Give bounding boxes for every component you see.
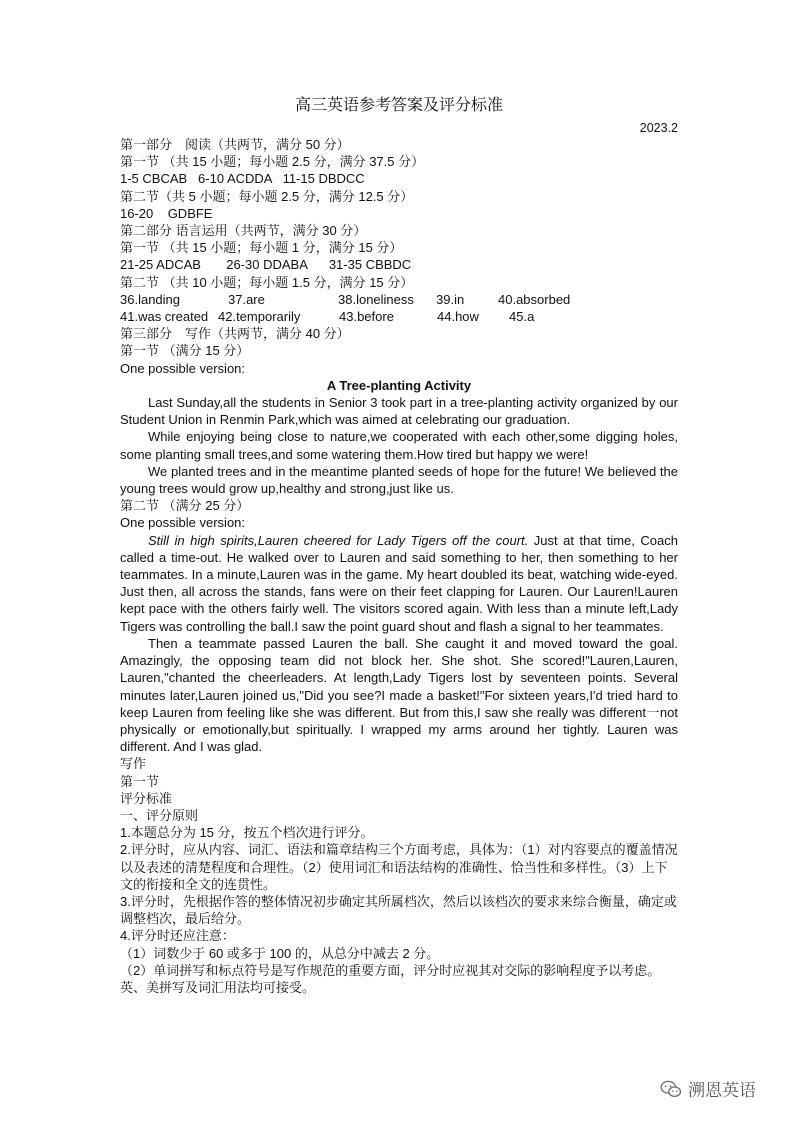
part1-sec2-heading: 第二节（共 5 小题；每小题 2.5 分，满分 12.5 分） [120,188,414,204]
rubric-note-2: （2）单词拼写和标点符号是写作规范的重要方面，评分时应视其对交际的影响程度予以考虑。英、美拼写及词汇用法均可接受。 [120,962,661,995]
essay2-paragraph-1 [120,532,678,635]
answer-44: 44.how [437,309,479,325]
rubric-principles-heading: 一、评分原则 [120,807,199,823]
document-date: 2023.2 [639,121,678,135]
part1-sec2-answers: 16-20 GDBFE [120,205,213,221]
part2-sec2-heading: 第二节 （共 10 小题；每小题 1.5 分，满分 15 分） [120,274,414,290]
answer-40: 40.absorbed [498,291,571,307]
rubric-section-1: 第一节 [120,773,160,789]
part3-sec2-heading: 第二节 （满分 25 分） [120,498,250,514]
essay1-title: A Tree-planting Activity [326,377,472,393]
part1-sec1-answers: 1-5 CBCAB 6-10 ACDDA 11-15 DBDCC [120,171,365,187]
essay1-paragraph-1: Last Sunday,all the students in Senior 3 took part in a tree-planting activity organized by our Student Union in Renmin Park,which was aimed at celebrating our graduation. [120,395,678,428]
rubric-item-2: 2.评分时，应从内容、词汇、语法和篇章结构三个方面考虑，具体为：（1）对内容要点的覆盖情况以及表述的清楚程度和合理性。（2）使用词汇和语法结构的准确性、恰当性和多样性。（3）上下文的衔接和全文的连贯性。 [120,842,678,892]
answer-45: 45.a [509,309,535,325]
part1-sec1-heading: 第一节 （共 15 小题；每小题 2.5 分，满分 37.5 分） [120,154,425,170]
part1-heading: 第一部分 阅读（共两节，满分 50 分） [120,137,350,152]
rubric-note-1: （1）词数少于 60 或多于 100 的，从总分中减去 2 分。 [120,945,440,961]
page-title: 高三英语参考答案及评分标准 [294,97,503,114]
answer-43: 43.before [339,309,394,325]
watermark-text: 溯恩英语 [688,1081,756,1100]
answer-row-36-40 [120,291,678,308]
essay1-paragraph-3: We planted trees and in the meantime planted seeds of hope for the future! We believed the young trees would grow up,healthy and strong,just like us. [120,463,678,497]
possible-version-label-1: One possible version: [120,360,246,376]
watermark [660,1076,756,1101]
wechat-icon [660,1080,682,1098]
answer-41: 41.was created [120,309,209,325]
rubric-item-4: 4.评分时还应注意： [120,928,235,944]
rubric-item-3: 3.评分时，先根据作答的整体情况初步确定其所属档次，然后以该档次的要求来综合衡量，确定或调整档次，最后给分。 [120,893,677,927]
part2-sec1-heading: 第一节 （共 15 小题；每小题 1 分，满分 15 分） [120,240,403,256]
essay1-paragraph-2: While enjoying being close to nature,we cooperated with each other,some digging holes, some planting small trees,and some watering them.How tired but happy we were! [120,429,678,462]
essay2-opening-sentence: Still in high spirits,Lauren cheered for Lady Tigers off the court. [148,532,529,548]
answer-row-41-45 [120,308,678,325]
rubric-item-1: 1.本题总分为 15 分，按五个档次进行评分。 [120,825,374,841]
answer-36: 36.landing [120,291,180,307]
part2-sec1-answers: 21-25 ADCAB 26-30 DDABA 31-35 CBBDC [120,257,412,273]
answer-document [120,96,678,996]
answer-42: 42.temporarily [218,309,301,325]
answer-37: 37.are [228,291,265,307]
rubric-writing: 写作 [120,756,147,772]
possible-version-label-2: One possible version: [120,515,246,531]
part3-heading: 第三部分 写作（共两节，满分 40 分） [120,326,350,342]
part2-heading: 第二部分 语言运用（共两节，满分 30 分） [120,223,367,239]
essay2-paragraph-2: Then a teammate passed Lauren the ball. She caught it and moved toward the goal. Amazingly, the opposing team did not block her. She shot. She scored!"Lauren,Lauren, Lauren,"chanted the cheerleaders. At length,Lady Tigers lost by seventeen points. Several minutes later,Lauren joined us,"Did you see?I made a basket!"For sixteen years,I'd tried hard to keep Lauren from feeling like she was different. But from this,I saw she really was different一not physically or emotionally,but spiritually. I wrapped my arms around her tightly. Lauren was different. And I was glad. [120,635,678,755]
rubric-title: 评分标准 [120,790,173,806]
answer-38: 38.loneliness [338,291,414,307]
part3-sec1-heading: 第一节 （满分 15 分） [120,343,250,359]
essay2-paragraph-1-text: Just at that time, Coach called a time-out. He walked over to Lauren and said something to her, then something to her teammates. In a minute,Lauren was in the game. My heart doubled its beat, watching wide-eyed. Just then, all across the stands, fans were on their feet clapping for Lauren. Our Lauren!Lauren kept pace with the others fairly well. The visitors scored again. With less than a minute left,Lady Tigers was controlling the ball.I saw the point guard shout and flash a signal to her teammates. [120,532,678,634]
answer-39: 39.in [436,291,465,307]
